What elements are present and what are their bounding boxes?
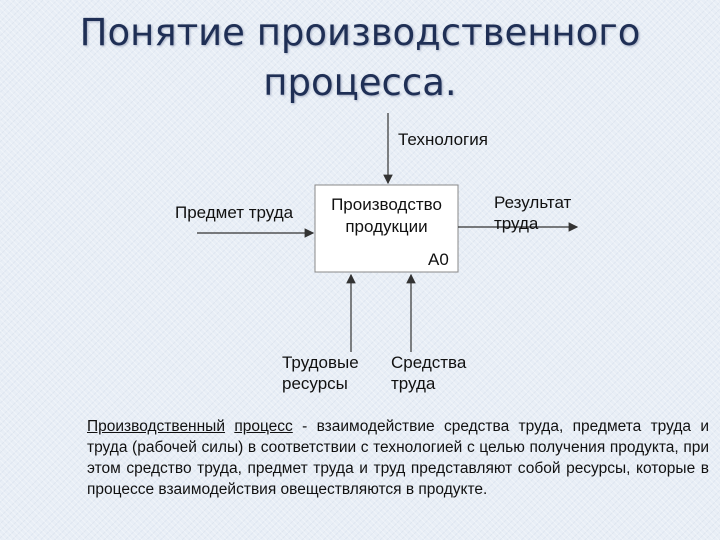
output-label [494,192,571,234]
input-label: Предмет труда [175,203,294,222]
mechanism-label-means-line1: Средства [391,353,467,372]
mechanism-label-means-line2: труда [391,374,436,393]
function-box-label-line2: продукции [345,217,428,236]
title-line-2: процесса. [263,61,457,104]
definition-term-1: Производственный [87,418,225,435]
definition-term-2: процесс [234,418,293,435]
mechanism-label-labor [282,352,359,394]
function-box-label-line1: Производство [331,195,442,214]
control-label: Технология [398,130,488,149]
function-box-label [315,194,458,238]
title-line-1: Понятие производственного [79,11,641,54]
output-label-line2: труда [494,214,539,233]
function-box-id: А0 [428,250,449,269]
mechanism-label-means [391,352,466,394]
output-label-line1: Результат [494,193,572,212]
definition-paragraph [87,416,709,500]
mechanism-label-labor-line2: ресурсы [282,374,348,393]
mechanism-label-labor-line1: Трудовые [282,353,359,372]
definition-body: - взаимодействие средства труда, предмета труда и труда (рабочей силы) в соответствии с технологией с целью получения продукта, при этом средство труда, предмет труда и труд представляют собой ресурсы, которые в процессе взаимодействия овеществляются в продукте. [87,418,709,498]
